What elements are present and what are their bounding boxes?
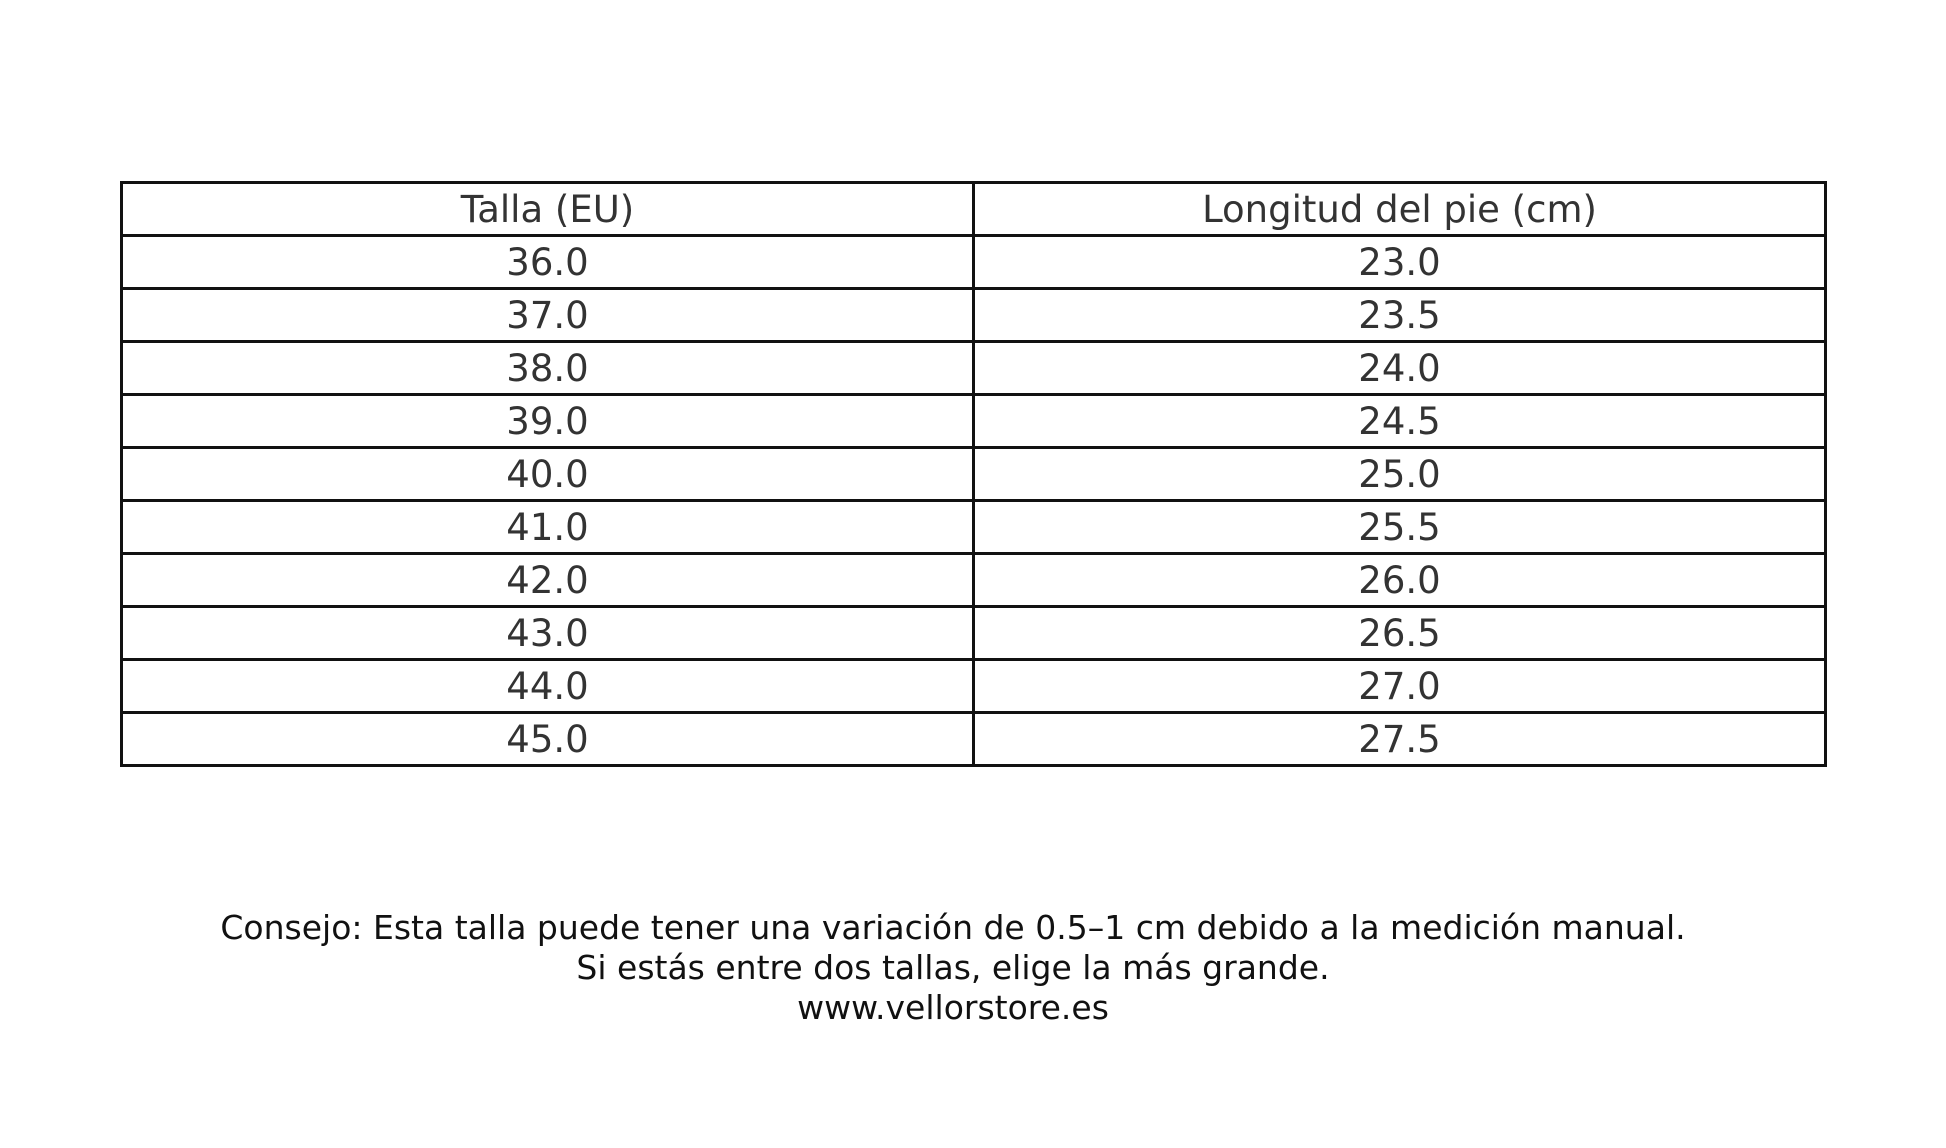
cell-length: 24.0	[974, 342, 1826, 395]
cell-size: 38.0	[122, 342, 974, 395]
cell-length: 26.5	[974, 607, 1826, 660]
table-row	[122, 289, 1826, 342]
cell-length: 23.5	[974, 289, 1826, 342]
cell-size: 42.0	[122, 554, 974, 607]
table-row	[122, 342, 1826, 395]
table-row	[122, 660, 1826, 713]
advice-text: Si estás entre dos tallas, elige la más grande.	[576, 948, 1330, 987]
cell-length: 26.0	[974, 554, 1826, 607]
footer-note	[0, 908, 1906, 1028]
size-chart-table	[120, 181, 1827, 767]
cell-length: 27.5	[974, 713, 1826, 766]
cell-size: 36.0	[122, 236, 974, 289]
cell-length: 24.5	[974, 395, 1826, 448]
cell-length: 25.0	[974, 448, 1826, 501]
table-header-row	[122, 183, 1826, 236]
cell-size: 45.0	[122, 713, 974, 766]
tip-text: Consejo: Esta talla puede tener una variación de 0.5–1 cm debido a la medición manual.	[220, 908, 1686, 947]
cell-size: 39.0	[122, 395, 974, 448]
cell-size: 41.0	[122, 501, 974, 554]
table-row	[122, 554, 1826, 607]
table-row	[122, 713, 1826, 766]
cell-size: 40.0	[122, 448, 974, 501]
header-foot-length: Longitud del pie (cm)	[974, 183, 1826, 236]
cell-length: 23.0	[974, 236, 1826, 289]
header-size-eu: Talla (EU)	[122, 183, 974, 236]
cell-size: 43.0	[122, 607, 974, 660]
cell-length: 27.0	[974, 660, 1826, 713]
table-row	[122, 395, 1826, 448]
table-row	[122, 448, 1826, 501]
cell-length: 25.5	[974, 501, 1826, 554]
table-row	[122, 607, 1826, 660]
website-url: www.vellorstore.es	[797, 988, 1109, 1027]
cell-size: 37.0	[122, 289, 974, 342]
cell-size: 44.0	[122, 660, 974, 713]
table-row	[122, 501, 1826, 554]
table-row	[122, 236, 1826, 289]
